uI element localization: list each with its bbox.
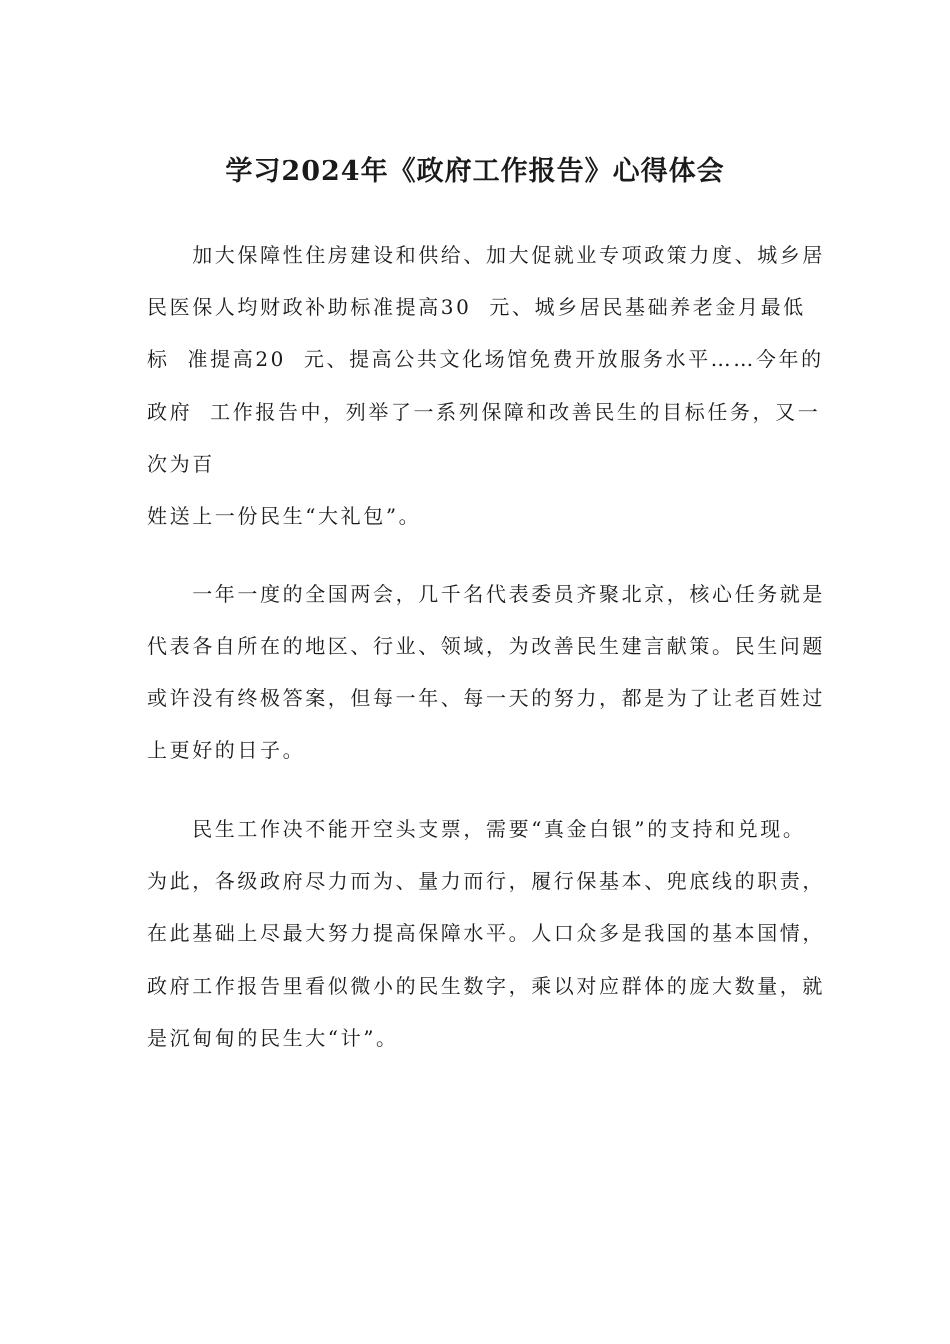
paragraph-line: 一年一度的全国两会，几千名代表委员齐聚北京，核心任务就是 <box>147 582 825 606</box>
paragraph-line: 代表各自所在的地区、行业、领域，为改善民生建言献策。民生问题 <box>147 634 825 658</box>
paragraph-line: 上更好的日子。 <box>147 738 306 762</box>
paragraph-line: 为此，各级政府尽力而为、量力而行，履行保基本、兜底线的职责， <box>147 869 825 893</box>
paragraph-line: 加大保障性住房建设和供给、加大促就业专项政策力度、城乡居 <box>147 243 825 267</box>
document-title: 学习2024年《政府工作报告》心得体会 <box>225 156 725 187</box>
paragraph-line: 姓送上一份民生“大礼包”。 <box>147 504 422 528</box>
paragraph-line: 政府工作报告里看似微小的民生数字，乘以对应群体的庞大数量，就 <box>147 974 825 998</box>
paragraph-line: 标 准提高20 元、提高公共文化场馆免费开放服务水平……今年的 <box>147 347 824 371</box>
paragraph-line: 是沉甸甸的民生大“计”。 <box>147 1026 399 1050</box>
paragraph-line: 或许没有终极答案，但每一年、每一天的努力，都是为了让老百姓过 <box>147 686 825 710</box>
paragraph-line: 次为百 <box>147 452 215 476</box>
paragraph-line: 在此基础上尽最大努力提高保障水平。人口众多是我国的基本国情， <box>147 921 825 945</box>
paragraph-line: 民生工作决不能开空头支票，需要“真金白银”的支持和兑现。 <box>147 817 806 841</box>
paragraph-line: 政府 工作报告中，列举了一系列保障和改善民生的目标任务，又一 <box>147 400 821 424</box>
paragraph-line: 民医保人均财政补助标准提高30 元、城乡居民基础养老金月最低 <box>147 295 806 319</box>
